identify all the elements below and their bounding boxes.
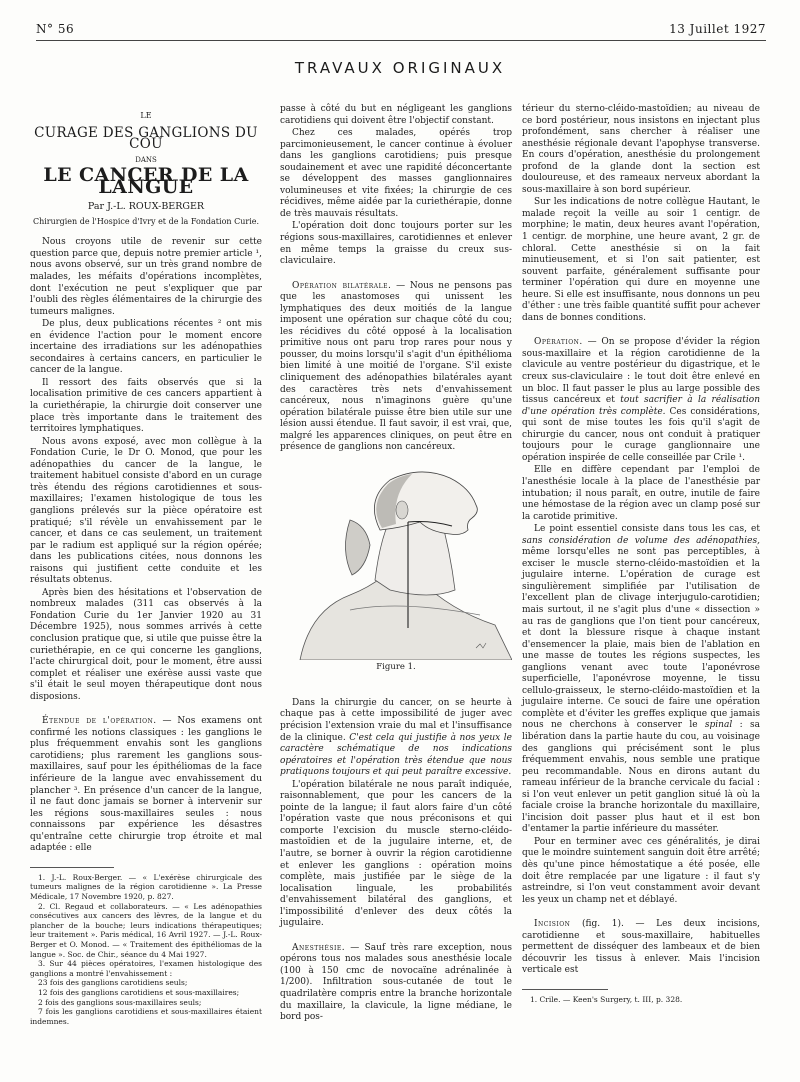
paragraph: Il ressort des faits observés que si la localisation primitive de ces cancers appartient à la curiethérapie, la chirurgie doit conserver une place très importante dans le traitement des territoires lymphatiques. <box>30 377 262 435</box>
footnote: 1. Crile. — Keen's Surgery, t. III, p. 328. <box>530 994 683 1004</box>
figure-1 <box>280 460 512 692</box>
paragraph: Opération. — On se propose d'évider la région sous-maxillaire et la région carotidienne de la clavicule au ventre postérieur du digastrique, et le creux sus-claviculaire : le tout doit être enlevé en un bloc. Il faut passer le plus au large possible des tissus cancéreux et tout sacrifier à la réalisation d'une opération très complète. Ces considérations, qui sont de mise toutes les fois qu'il s'agit de chirurgie du cancer, nous ont conduit à pratiquer toujours pour le curage ganglionnaire une opération inspirée de celle conseillée par Crile ¹. <box>522 337 761 463</box>
column-2 <box>280 104 512 1025</box>
footnote: 3. Sur 44 pièces opératoires, l'examen histologique des ganglions a montré l'envahissement : <box>30 959 262 978</box>
paragraph: Étendue de l'opération. — Nos examens ont confirmé les notions classiques : les ganglions le plus fréquemment envahis sont les ganglions carotidiens; plus rarement les ganglions sous-maxillaires, sauf pour les épithéliomas de la face inférieure de la langue avec envahissement du plancher ³. En présence d'un cancer de la langue, il ne faut donc jamais se borner à intervenir sur les régions sous-maxillaires seules : nous connaissons par expérience les désastres qu'entraîne cette chirurgie trop étroite et mal adaptée : elle <box>30 716 262 854</box>
paragraph: Elle en diffère cependant par l'emploi de l'anesthésie locale à la place de l'anesthésie par intubation; il nous paraît, en outre, inutile de faire une hémostase de la région avec un clamp posé sur la carotide primitive. <box>522 465 760 522</box>
footnote-item: 2 fois des ganglions sous-maxillaires seuls; <box>38 997 202 1007</box>
paragraph: térieur du sterno-cléido-mastoïdien; au niveau de ce bord postérieur, nous insistons en injectant plus profondément, sans chercher à réaliser une anesthésie régionale devant l'apophyse transverse. En cours d'opération, anesthésie du prolongement profond de la glande dont la section est douloureuse, et des rameaux nerveux abordant la sous-maxillaire à son bord supérieur. <box>522 104 760 195</box>
paragraph: Sur les indications de notre collègue Hautant, le malade reçoit la veille au soir 1 centigr. de morphine; le matin, deux heures avant l'opération, 1 centigr. de morphine, une heure avant, 2 gr. de chloral. Cette anesthésie si on la fait minutieusement, et si l'on sait patienter, est souvent parfaite, généralement suffisante pour terminer l'opération qui dure en moyenne une heure. Si elle est insuffisante, nous donnons un peu d'éther : une très faible quantité suffit pour achever dans de bonnes conditions. <box>522 197 760 323</box>
paragraph: Chez ces malades, opérés trop parcimonieusement, le cancer continue à évoluer dans les ganglions carotidiens; puis presque soudainement et avec une rapidité déconcertante se développent des masses ganglionnaires volumineuses et vite fixées; la chirurgie de ces récidives, même aidée par la curiethérapie, donne de très mauvais résultats. <box>280 128 512 219</box>
paragraph: Nous croyons utile de revenir sur cette question parce que, depuis notre premier article ¹, nous avons observé, sur un très grand nombre de malades, les méfaits d'opérations incomplètes, dont l'exécution ne peut s'expliquer que par l'oubli des règles élémentaires de la chirurgie des tumeurs malignes. <box>30 237 262 317</box>
footnotes <box>30 873 262 1027</box>
run-in-heading: Incision <box>534 919 571 930</box>
title-le: LE <box>140 111 152 120</box>
paragraph: passe à côté du but en négligeant les ganglions carotidiens qui doivent être l'objectif constant. <box>280 104 512 126</box>
run-in-heading: Étendue de l'opération. <box>42 716 157 727</box>
column-3 <box>522 104 760 1005</box>
run-in-heading: Opération bilatérale. <box>292 280 392 291</box>
title-big: LE CANCER DE LA LANGUE <box>43 164 249 198</box>
column-1 <box>30 110 262 1026</box>
paragraph: Anesthésie. — Sauf très rare exception, nous opérons tous nos malades sous anesthésie locale (100 à 150 cmc de novocaïne adrénalinée à 1/200). Infiltration sous-cutanée de tout le quadrilatère compris entre la branche horizontale du maxillaire, la clavicule, la ligne médiane, le bord pos- <box>280 942 512 1023</box>
run-in-heading: Anesthésie. <box>292 942 346 953</box>
neck-incision-illustration <box>280 460 512 660</box>
issue-date: 13 Juillet 1927 <box>669 22 766 36</box>
footnote-item: 7 fois les ganglions carotidiens et sous-maxillaires étaient indemnes. <box>30 1007 262 1026</box>
paragraph: Pour en terminer avec ces généralités, je dirai que le moindre suintement sanguin doit être arrêté; dès qu'une pince hémostatique a été posée, elle doit être remplacée par une ligature : il faut s'y astreindre, si l'on veut constamment avoir devant les yeux un champ net et déblayé. <box>522 836 760 905</box>
section-title: TRAVAUX ORIGINAUX <box>294 59 506 77</box>
paragraph: Le point essentiel consiste dans tous les cas, et sans considération de volume des adénopathies, même lorsqu'elles ne sont pas perceptibles, à exciser le muscle sterno-cléido-mastoïdien et la jugulaire interne. L'opération de curage est singulièrement simplifiée par l'utilisation de l'excellent plan de clivage interjugulo-carotidien; mais surtout, il ne s'agit plus d'une « dissection » au ras de ganglions que l'on tient pour cancéreux, et dont la blessure risque à chaque instant d'ensemencer la plaie, mais bien de l'ablation en une masse de toutes les régions suspectes, les ganglions venant avec toute l'aponévrose superficielle, l'aponévrose moyenne, le tissu cellulo-graisseux, le sterno-cléido-mastoïdien et la jugulaire interne. Ce souci de faire une opération complète et d'éviter les greffes explique que jamais nous ne cherchons à conserver le spinal : sa libération dans la partie haute du cou, au voisinage des ganglions qui précisément sont le plus fréquemment envahis, nous semble une pratique peu recommandable. Nous en dirons autant du rameau inférieur de la branche cervicale du facial : si l'on veut enlever un petit ganglion situé là où la faciale croise la branche horizontale du maxillaire, l'incision doit passer plus haut et il est bon d'entamer la partie inférieure du masséter. <box>522 524 760 835</box>
paragraph: Incision (fig. 1). — Les deux incisions, carotidienne et sous-maxillaire, habituelles permettent de disséquer des lambeaux et de bien découvrir les tissus à enlever. Mais l'incision verticale est <box>522 919 760 976</box>
paragraph: De plus, deux publications récentes ² ont mis en évidence l'action pour le moment encore incertaine des irradiations sur les adénopathies secondaires à certains cancers, en particulier le cancer de la langue. <box>30 319 262 376</box>
header-rule <box>36 40 766 41</box>
paragraph: Nous avons exposé, avec mon collègue à la Fondation Curie, le Dr O. Monod, que pour les adénopathies du cancer de la langue, le traitement habituel consiste d'abord en un curage très étendu des régions carotidiennes et sous-maxillaires; l'examen histologique de tous les ganglions prélevés sur la pièce opératoire est pratiqué; s'il révèle un envahissement par le cancer, et dans ce cas seulement, un traitement par le radium est appliqué sur la région opérée; dans les publications citées, nous donnons les raisons qui justifient cette conduite et les résultats obtenus. <box>30 436 262 586</box>
paragraph: Dans la chirurgie du cancer, on se heurte à chaque pas à cette impossibilité de juger avec précision l'extension vraie du mal et l'insuffisance de la clinique. C'est cela qui justifie à nos yeux le caractère schématique de nos indications opératoires et l'opération très étendue que nous pratiquons toujours et qui peut paraître excessive. <box>280 697 512 778</box>
footnote-item: 12 fois des ganglions carotidiens et sous-maxillaires; <box>38 987 240 997</box>
footnote: 2. Cl. Regaud et collaborateurs. — « Les adénopathies consécutives aux cancers des lèvres, de la langue et du plancher de la bouche; leurs indications thérapeutiques; leur traitement ». Paris médical, 16 Avril 1927. — J.-L. Roux-Berger et O. Monod. — « Traitement des épithéliomas de la langue ». Soc. de Chir., séance du 4 Mai 1927. <box>30 901 262 959</box>
paragraph: L'opération doit donc toujours porter sur les régions sous-maxillaires, carotidiennes et enlever en même temps la graisse du creux sus-claviculaire. <box>280 221 512 267</box>
run-in-heading: Opération. <box>534 337 583 348</box>
byline: Par J.-L. ROUX-BERGER <box>87 201 205 213</box>
footnote: 1. J.-L. Roux-Berger. — « L'exérèse chirurgicale des tumeurs malignes de la région carotidienne ». La Presse Médicale, 17 Novembre 1920, p. 827. <box>30 872 262 901</box>
footnotes <box>522 995 760 1005</box>
paragraph: Après bien des hésitations et l'observation de nombreux malades (311 cas observés à la Fondation Curie du 1er Janvier 1920 au 31 Décembre 1925), nous sommes arrivés à cette conclusion pratique que, si utile que puisse être la curiethérapie, en ce qui concerne les ganglions, l'acte chirurgical doit, pour le moment, être aussi complet et réaliser une exérèse aussi vaste que s'il était le seul moyen thérapeutique dont nous disposions. <box>30 587 262 702</box>
title-block <box>30 110 262 227</box>
paragraph: L'opération bilatérale ne nous paraît indiquée, raisonnablement, que pour les cancers de la pointe de la langue; il faut alors faire d'un côté l'opération vaste que nous préconisons et qui comporte l'excision du muscle sterno-cléido-mastoïdien et de la jugulaire interne, et, de l'autre, se borner à ouvrir la région carotidienne et enlever les ganglions : opération moins complète, mais justifiée par le siège de la localisation linguale, les probabilités d'envahissement bilatéral des ganglions, et l'impossibilité d'enlever des deux côtés la jugulaire. <box>280 779 512 929</box>
issue-number: N° 56 <box>36 22 75 36</box>
title-dans: DANS <box>135 155 157 164</box>
footnote-rule <box>522 989 608 990</box>
figure-caption: Figure 1. <box>376 661 416 672</box>
title-main: CURAGE DES GANGLIONS DU COU <box>34 124 258 153</box>
footnote-rule <box>30 867 114 868</box>
footnote-item: 23 fois des ganglions carotidiens seuls; <box>38 978 188 988</box>
paragraph: Opération bilatérale. — Nous ne pensons pas que les anastomoses qui unissent les lymphatiques des deux moitiés de la langue imposent une opération sur chaque côté du cou; les récidives du côté opposé à la localisation primitive nous ont paru trop rares pour nous y pousser, du moins lorsqu'il s'agit d'un épithélioma bien limité à une moitié de l'organe. S'il existe cliniquement des adénopathies bilatérales ayant des caractères très nets d'envahissement cancéreux, nous n'imaginons guère qu'une opération bilatérale puisse être bien utile sur une lésion aussi étendue. Il faut savoir, il est vrai, que, malgré les apparences cliniques, on peut être en présence de ganglions non cancéreux. <box>280 280 513 453</box>
affiliation: Chirurgien de l'Hospice d'Ivry et de la Fondation Curie. <box>32 216 260 226</box>
